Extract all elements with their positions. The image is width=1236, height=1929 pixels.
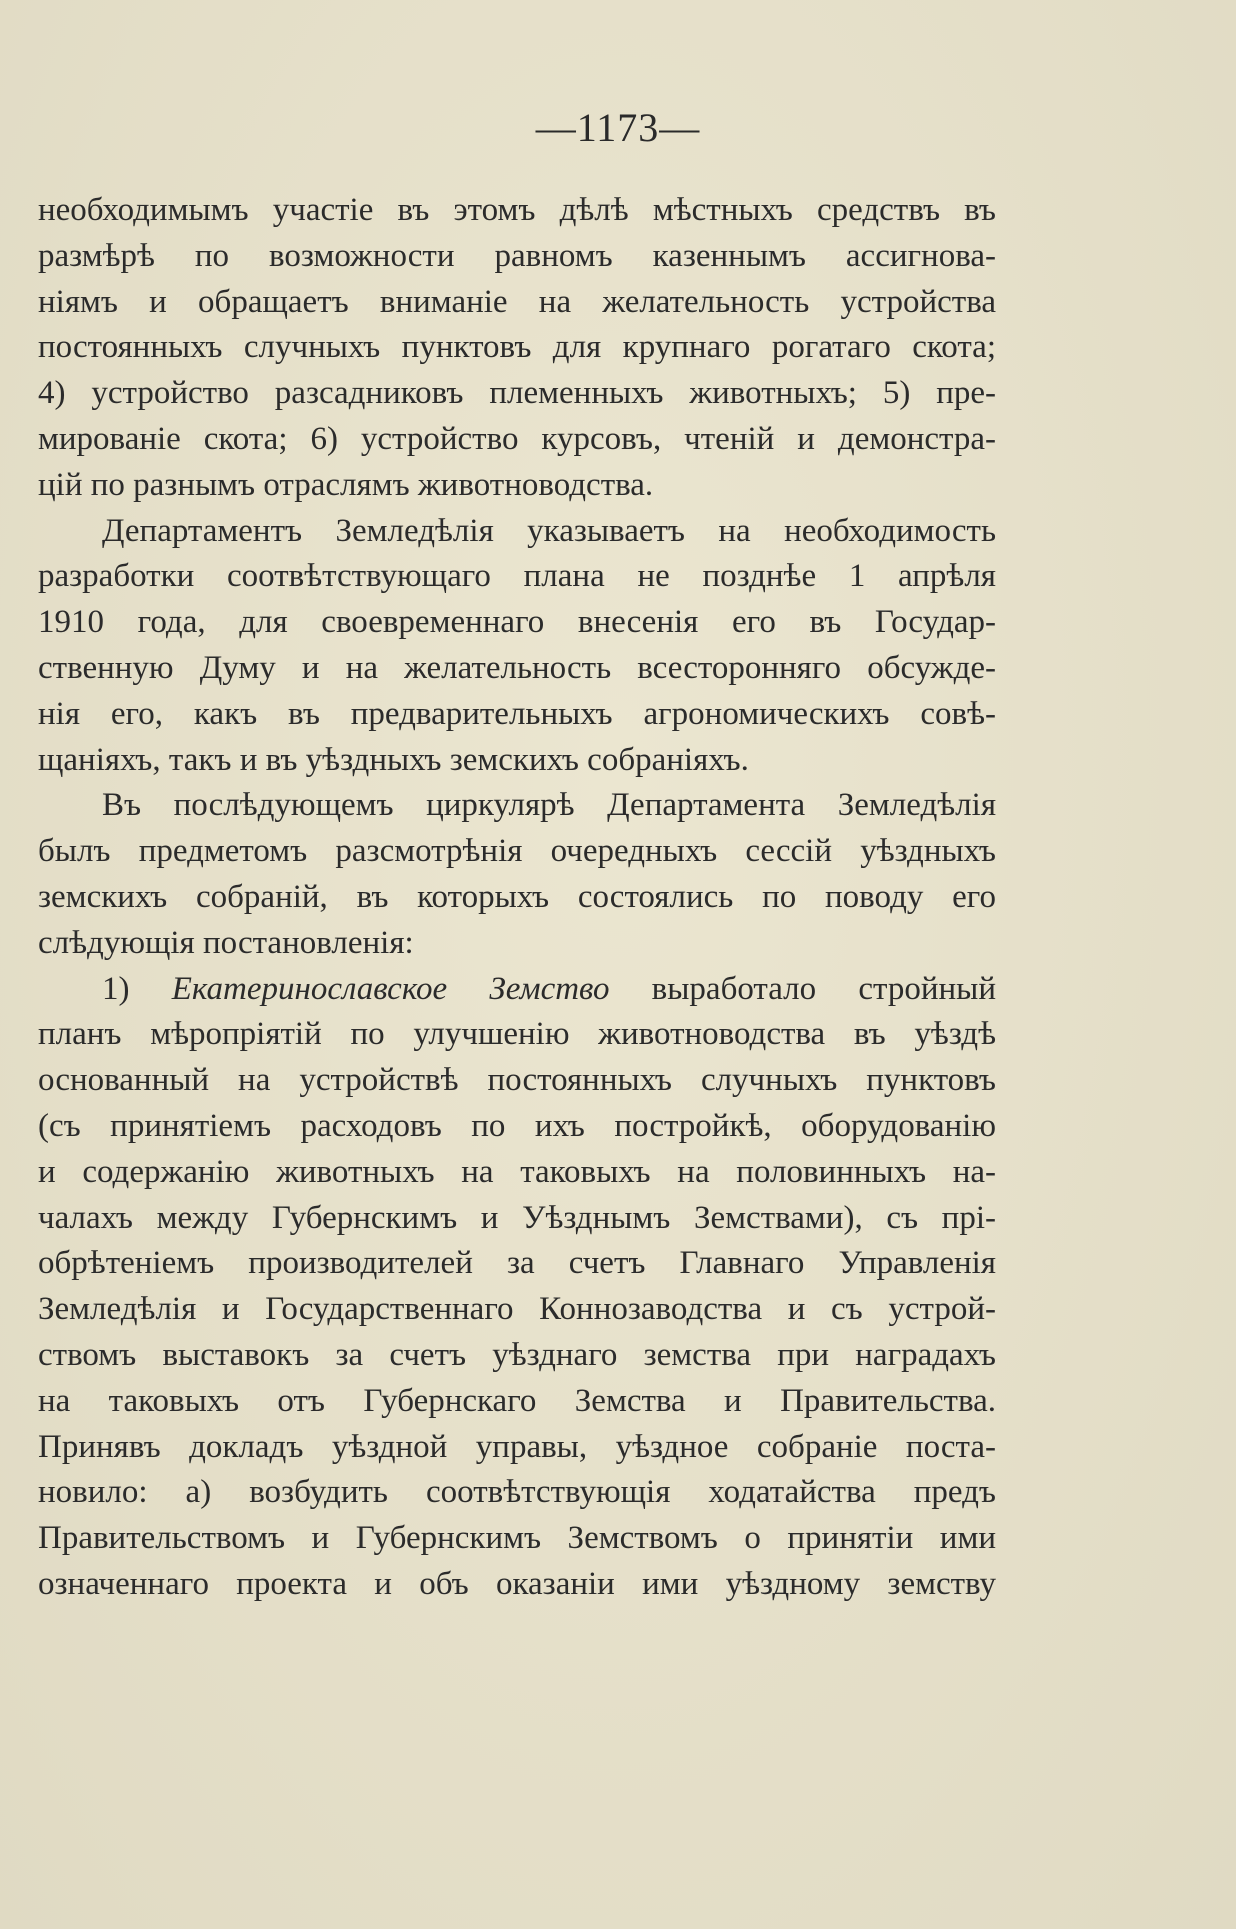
text-line: Земледѣлія и Государственнаго Коннозаводства и съ устрой-: [38, 1291, 996, 1328]
text-line: планъ мѣропріятій по улучшенію животноводства въ уѣздѣ: [38, 1016, 996, 1053]
text-line: обрѣтеніемъ производителей за счетъ Главнаго Управленія: [38, 1245, 996, 1282]
text-line: ніямъ и обращаетъ вниманіе на желательность устройства: [38, 283, 996, 320]
paragraph-3: [38, 783, 996, 966]
zemstvo-name-italic: Екатеринославское Земство: [171, 970, 610, 1007]
text-line: и содержанію животныхъ на таковыхъ на половинныхъ на-: [38, 1153, 996, 1190]
item-number: 1): [102, 970, 172, 1007]
text-line: Въ послѣдующемъ циркулярѣ Департамента Земледѣлія: [102, 787, 996, 824]
text-line: новило: а) возбудить соотвѣтствующія ходатайства предъ: [38, 1474, 996, 1511]
body-text: [38, 188, 996, 1608]
text-line: ственную Думу и на желательность всесторонняго обсужде-: [38, 649, 996, 686]
text-line: 1910 года, для своевременнаго внесенія его въ Государ-: [38, 604, 996, 641]
text-line-mixed: [38, 967, 996, 1013]
text-line: основанный на устройствѣ постоянныхъ случныхъ пунктовъ: [38, 1062, 996, 1099]
text-line: означеннаго проекта и объ оказаніи ими уѣздному земству: [38, 1565, 996, 1602]
text-line: ствомъ выставокъ за счетъ уѣзднаго земства при наградахъ: [38, 1336, 996, 1373]
text-line: земскихъ собраній, въ которыхъ состоялись по поводу его: [38, 878, 996, 915]
text-line: разработки соотвѣтствующаго плана не позднѣе 1 апрѣля: [38, 558, 996, 595]
paragraph-2: [38, 509, 996, 784]
text-line: слѣдующія постановленія:: [38, 924, 414, 961]
text-line: (съ принятіемъ расходовъ по ихъ постройкѣ, оборудованію: [38, 1107, 996, 1144]
text-line: Принявъ докладъ уѣздной управы, уѣздное собраніе поста-: [38, 1428, 996, 1465]
text-line: щаніяхъ, такъ и въ уѣздныхъ земскихъ собраніяхъ.: [38, 741, 749, 778]
text-line: 4) устройство разсадниковъ племенныхъ животныхъ; 5) пре-: [38, 375, 996, 412]
text-fragment: выработало стройный: [609, 970, 996, 1007]
text-line: былъ предметомъ разсмотрѣнія очередныхъ сессій уѣздныхъ: [38, 833, 996, 870]
text-line: на таковыхъ отъ Губернскаго Земства и Правительства.: [38, 1382, 996, 1419]
text-line: размѣрѣ по возможности равномъ казеннымъ ассигнова-: [38, 237, 996, 274]
text-line: Департаментъ Земледѣлія указываетъ на необходимость: [102, 512, 996, 549]
text-line: чалахъ между Губернскимъ и Уѣзднымъ Земствами), съ прі-: [38, 1199, 996, 1236]
text-line: нія его, какъ въ предварительныхъ агрономическихъ совѣ-: [38, 695, 996, 732]
paragraph-1: [38, 188, 996, 509]
text-line: постоянныхъ случныхъ пунктовъ для крупнаго рогатаго скота;: [38, 329, 996, 366]
text-line: необходимымъ участіе въ этомъ дѣлѣ мѣстныхъ средствъ въ: [38, 192, 996, 228]
page-number: —1173—: [535, 105, 701, 150]
paragraph-4: [38, 967, 996, 1608]
text-line: мированіе скота; 6) устройство курсовъ, чтеній и демонстра-: [38, 420, 996, 457]
text-line: цій по разнымъ отраслямъ животноводства.: [38, 466, 654, 503]
text-line: Правительствомъ и Губернскимъ Земствомъ о принятіи ими: [38, 1520, 996, 1557]
